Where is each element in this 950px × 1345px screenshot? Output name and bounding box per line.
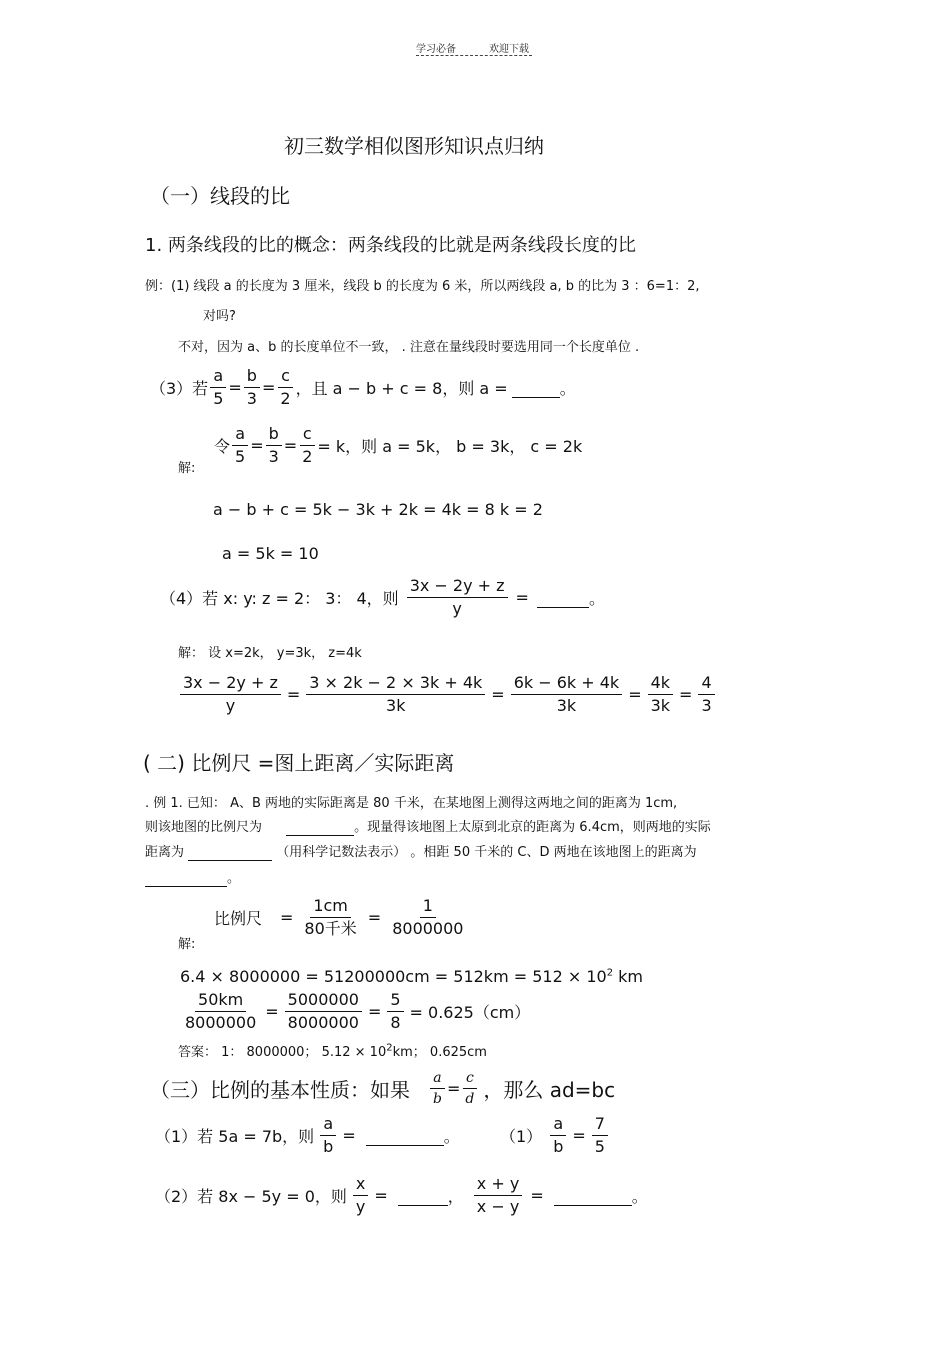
property-answer-1: （1） $\frac{a}{b}$ = $\frac{7}{5}$ xyxy=(500,1115,610,1157)
fraction-x-plus-y-over-x-minus-y: $\frac{x + y}{x - y}$ xyxy=(474,1175,523,1217)
distance-calculation: $6.4 \times 8000000 = 51200000cm = 512km = 512 \times 10^2$ km xyxy=(180,967,644,986)
section-heading-1: （一）线段的比 xyxy=(150,184,290,208)
problem-4-solution: $\frac{3x - 2y + z}{y}$ = $\frac{3 \times 2k - 2 \times 3k + 4k}{3k}$ = $\frac{6k - 6k + 4k}{3k}$ = $\frac{4k}{3k}$ = $\frac{4}{3}$ xyxy=(178,674,717,716)
section-heading-2: ( 二) 比例尺 =图上距离／实际距离 xyxy=(143,751,455,775)
fraction-3x-2y-z-over-y: $\frac{3x - 2y + z}{y}$ xyxy=(407,577,508,619)
example-line-2: 对吗? xyxy=(203,309,236,324)
scale-answer: 答案： 1： 8000000； $5.12 \times 10^2km$； 0.625cm xyxy=(178,1042,487,1060)
answer-blank xyxy=(537,588,589,608)
answer-blank xyxy=(512,378,560,398)
header-left: 学习必备 xyxy=(416,44,456,55)
problem-4-substitution: 解： 设 x=2k， y=3k， z=4k xyxy=(178,646,362,661)
problem-3-condition: ，且 a − b + c = 8，则 a = xyxy=(295,379,508,399)
fraction-c-2: $\frac{c}{2}$ xyxy=(299,425,315,467)
answer-blank xyxy=(554,1186,632,1206)
fraction-50km-8000000: $\frac{50km}{8000000}$ xyxy=(185,990,257,1033)
fraction-b-3: $\frac{b}{3}$ xyxy=(266,425,282,467)
fraction-simplified: $\frac{6k - 6k + 4k}{3k}$ xyxy=(511,674,623,716)
fraction-c-2: $\frac{c}{2}$ xyxy=(277,367,293,409)
fraction-a-b: $\frac{a}{b}$ xyxy=(550,1115,566,1157)
fraction-x-y: $\frac{x}{y}$ xyxy=(353,1175,368,1217)
problem-3: （3）若 $\frac{a}{5}$ = $\frac{b}{3}$ = $\frac{c}{2}$ ，且 a − b + c = 8，则 a = 。 xyxy=(150,366,576,409)
fraction-3x-2y-z-over-y: $\frac{3x - 2y + z}{y}$ xyxy=(180,674,281,716)
scale-example-line-2: 则该地图的比例尺为 。现量得该地图上太原到北京的距离为 6.4cm，则两地的实际 xyxy=(145,820,711,835)
fraction-a-5: $\frac{a}{5}$ xyxy=(232,425,248,467)
fraction-a-b: $\frac{a}{b}$ xyxy=(320,1115,336,1157)
scale-example-line-4: 。 xyxy=(145,867,240,887)
problem-3-prefix: （3）若 xyxy=(150,379,209,399)
problem-4: （4）若 x: y: z = 2： 3： 4，则 $\frac{3x - 2y + z}{y}$ = 。 xyxy=(160,576,605,619)
fraction-substituted: $\frac{3 \times 2k - 2 \times 3k + 4k}{3k}$ xyxy=(306,674,485,716)
problem-3-step-1: a − b + c = 5k − 3k + 2k = 4k = 8 k = 2 xyxy=(213,500,543,519)
scale-example-line-3: 距离为 （用科学记数法表示） 。相距 50 千米的 C、D 两地在该地图上的距离为 xyxy=(145,845,697,860)
property-question-1: （1）若 5a = 7b，则 $\frac{a}{b}$ = 。 xyxy=(155,1114,460,1157)
scale-example-line-1: . 例 1. 已知： A、B 两地的实际距离是 80 千米，在某地图上测得这两地之间的距离为 1cm, xyxy=(145,796,678,811)
header-right: 欢迎下载 xyxy=(489,44,529,55)
section-heading-3: （三）比例的基本性质：如果 $\frac{a}{b}$ = $\frac{c}{d}$ ，那么 ad=bc xyxy=(150,1070,616,1108)
answer-blank xyxy=(366,1126,444,1146)
answer-blank xyxy=(188,845,272,861)
answer-blank xyxy=(398,1186,448,1206)
fraction-b-3: $\frac{b}{3}$ xyxy=(244,367,260,409)
page-title: 初三数学相似图形知识点归纳 xyxy=(284,134,544,158)
example-answer: 不对，因为 a、b 的长度单位不一致， . 注意在量线段时要选用同一个长度单位 . xyxy=(178,340,640,355)
fraction-1-8000000: $\frac{1}{8000000}$ xyxy=(392,896,464,939)
solution-label: 解: xyxy=(178,461,196,476)
fraction-5-8: $\frac{5}{8}$ xyxy=(387,991,403,1033)
example-line-1: 例：(1) 线段 a 的长度为 3 厘米，线段 b 的长度为 6 米，所以两线段 a, b 的比为 3 ：6=1：2, xyxy=(145,279,700,294)
header-divider xyxy=(416,55,532,56)
problem-3-solution: 令 $\frac{a}{5}$ = $\frac{b}{3}$ = $\frac{c}{2}$ = k，则 a = 5k， b = 3k， c = 2k xyxy=(214,424,583,467)
answer-blank xyxy=(145,871,227,887)
fraction-a-b: $\frac{a}{b}$ xyxy=(430,1070,445,1107)
fraction-4k-3k: $\frac{4k}{3k}$ xyxy=(648,674,673,716)
fraction-5000000-8000000: $\frac{5000000}{8000000}$ xyxy=(285,991,362,1033)
property-question-2: （2）若 8x − 5y = 0，则 $\frac{x}{y}$ = ， $\frac{x + y}{x - y}$ = 。 xyxy=(155,1174,648,1217)
fraction-7-5: $\frac{7}{5}$ xyxy=(592,1115,608,1157)
scale-solution: 比例尺 = $\frac{1cm}{\text{80千米}}$ = $\frac{1}{8000000}$ xyxy=(214,897,468,939)
problem-3-step-2: a = 5k = 10 xyxy=(222,544,319,563)
answer-blank xyxy=(286,820,354,836)
map-distance-calculation: $\frac{50km}{8000000}$ = $\frac{5000000}{8000000}$ = $\frac{5}{8}$ = 0.625（cm） xyxy=(180,991,530,1033)
fraction-a-5: $\frac{a}{5}$ xyxy=(210,367,226,409)
solution-label: 解: xyxy=(178,937,196,952)
fraction-1cm-80km: $\frac{1cm}{\text{80千米}}$ xyxy=(304,896,357,939)
concept-line: 1. 两条线段的比的概念：两条线段的比就是两条线段长度的比 xyxy=(145,235,636,256)
fraction-4-3: $\frac{4}{3}$ xyxy=(698,674,714,716)
fraction-c-d: $\frac{c}{d}$ xyxy=(462,1070,477,1107)
